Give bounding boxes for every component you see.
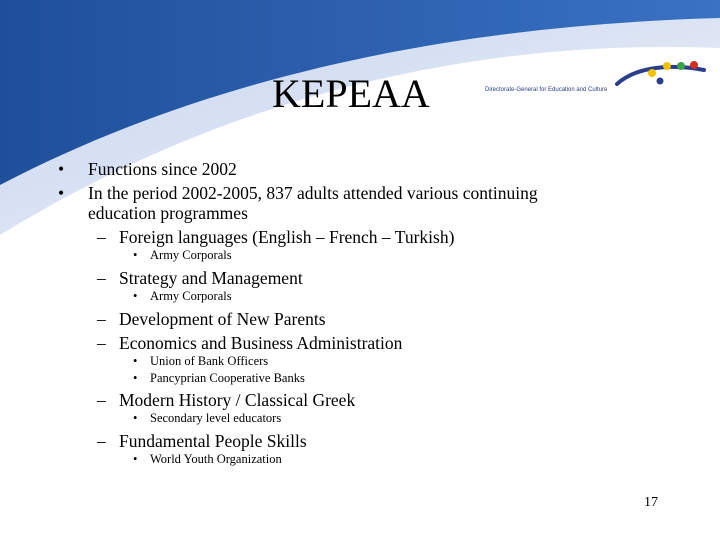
eu-stars-logo-icon [612, 58, 707, 94]
dg-label: Directorate-General for Education and Culture [485, 87, 608, 93]
dash-icon: – [97, 390, 106, 410]
bullet-icon: • [133, 354, 138, 368]
dash-icon: – [97, 333, 106, 353]
slide-title: KEPEAA [272, 71, 430, 116]
list-item: Functions since 2002 [88, 159, 237, 179]
sub-sub-item: Army Corporals [150, 289, 232, 303]
sub-sub-item: World Youth Organization [150, 452, 282, 466]
sub-item: Fundamental People Skills [119, 431, 307, 451]
dash-icon: – [97, 431, 106, 451]
page-number: 17 [644, 495, 658, 510]
sub-sub-item: Union of Bank Officers [150, 354, 269, 368]
dash-icon: – [97, 227, 106, 247]
sub-item: Modern History / Classical Greek [119, 390, 356, 410]
dash-icon: – [97, 309, 106, 329]
bullet-icon: • [133, 289, 138, 303]
bullet-icon: • [133, 371, 138, 385]
sub-sub-item: Secondary level educators [150, 411, 282, 425]
bullet-icon: • [58, 183, 65, 203]
sub-item: Economics and Business Administration [119, 333, 403, 353]
sub-item: Development of New Parents [119, 309, 326, 329]
sub-item: Strategy and Management [119, 268, 303, 288]
sub-sub-item: Pancyprian Cooperative Banks [150, 371, 305, 385]
dash-icon: – [97, 268, 106, 288]
sub-item: Foreign languages (English – French – Turkish) [119, 227, 455, 247]
bullet-icon: • [133, 248, 138, 262]
list-item-continuation: education programmes [88, 203, 248, 223]
sub-sub-item: Army Corporals [150, 248, 232, 262]
bullet-icon: • [133, 411, 138, 425]
bullet-icon: • [133, 452, 138, 466]
list-item: In the period 2002-2005, 837 adults attended various continuing [88, 183, 538, 203]
bullet-icon: • [58, 159, 65, 179]
